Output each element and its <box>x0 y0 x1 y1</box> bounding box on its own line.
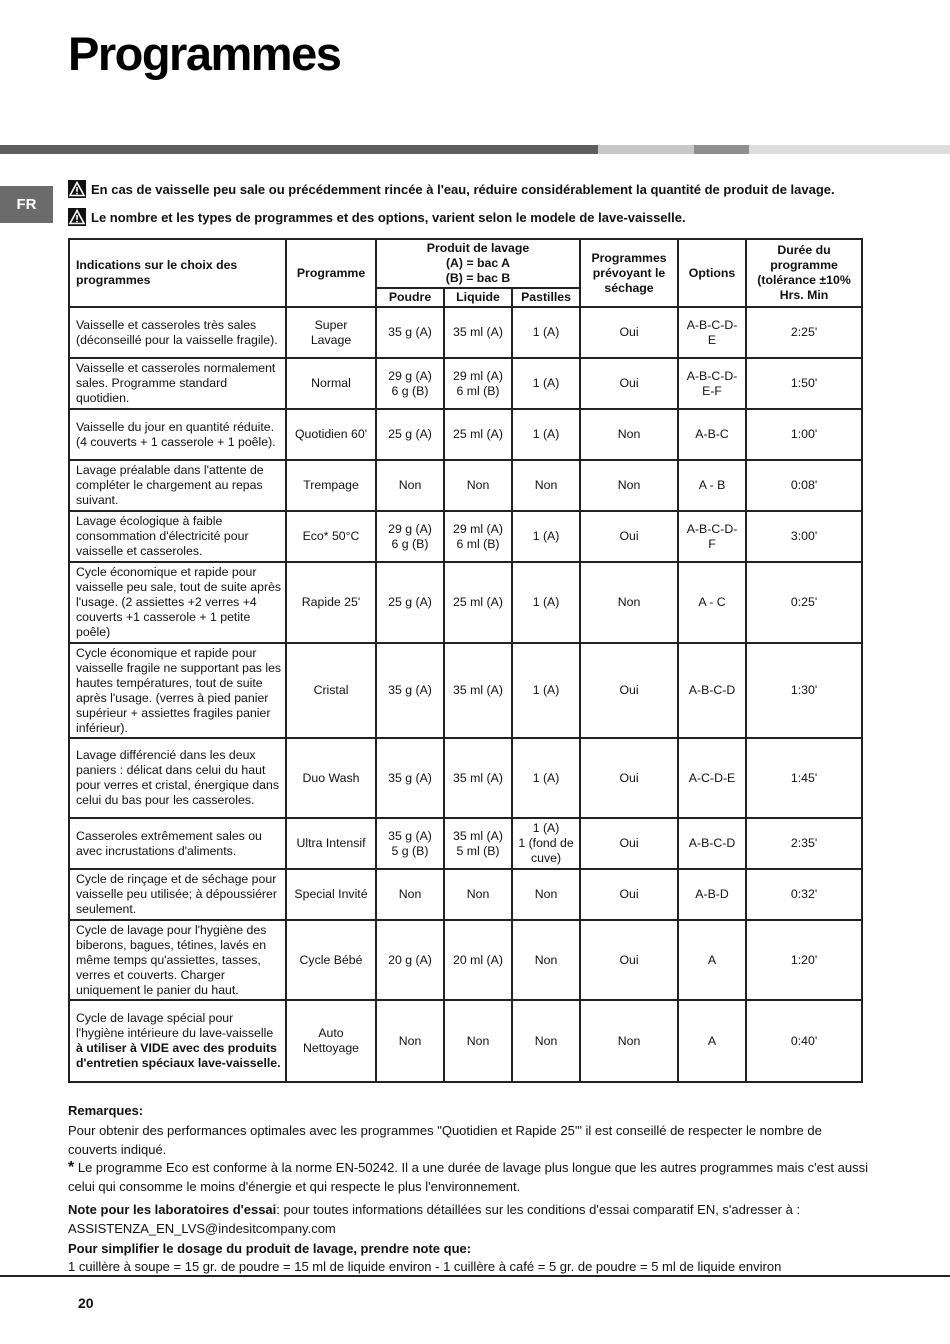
cell-options: A-B-C-D- E <box>678 307 746 358</box>
header-produit-line3: (B) = bac B <box>445 271 511 285</box>
cell-sechage: Oui <box>580 307 678 358</box>
cell-poudre: Non <box>376 460 444 511</box>
remarks-heading <box>68 1101 868 1120</box>
cell-programme: Cristal <box>286 643 376 738</box>
cell-options: A-C-D-E <box>678 738 746 818</box>
table-row <box>69 1000 862 1082</box>
cell-liquide: 29 ml (A) 6 ml (B) <box>444 358 512 409</box>
cell-liquide: Non <box>444 460 512 511</box>
cell-programme: Duo Wash <box>286 738 376 818</box>
cell-poudre: 29 g (A) 6 g (B) <box>376 358 444 409</box>
table-row <box>69 511 862 562</box>
row-description-bold: à utiliser à VIDE avec des produits d'entretien spéciaux lave-vaisselle. <box>76 1041 281 1070</box>
cell-options: A-B-D <box>678 869 746 920</box>
cell-programme: Cycle Bébé <box>286 920 376 1000</box>
cell-programme: Trempage <box>286 460 376 511</box>
row-description: Cycle de lavage pour l'hygiène des biberons, bagues, tétines, lavés en même temps qu'assiettes, tasses, verres et couverts. Charger uniquement le panier du haut. <box>69 920 286 1000</box>
cell-liquide: 35 ml (A) <box>444 738 512 818</box>
cell-programme: Eco* 50°C <box>286 511 376 562</box>
header-programme: Programme <box>286 239 376 307</box>
header-sechage: Programmes prévoyant le séchage <box>580 239 678 307</box>
language-tab: FR <box>0 186 53 223</box>
table-row <box>69 307 862 358</box>
page-number: 20 <box>78 1295 94 1311</box>
cell-liquide: 35 ml (A) <box>444 643 512 738</box>
cell-programme: Auto Nettoyage <box>286 1000 376 1082</box>
cell-duree: 0:32' <box>746 869 862 920</box>
warning-1 <box>68 180 835 198</box>
row-description: Lavage écologique à faible consommation d'électricité pour vaisselle et casseroles. <box>69 511 286 562</box>
header-band-dark <box>0 145 598 154</box>
cell-liquide: 25 ml (A) <box>444 562 512 643</box>
warning-icon <box>68 208 86 226</box>
cell-options: A <box>678 920 746 1000</box>
cell-programme: Normal <box>286 358 376 409</box>
row-description: Lavage préalable dans l'attente de compléter le chargement au repas suivant. <box>69 460 286 511</box>
row-description: Cycle de rinçage et de séchage pour vaisselle peu utilisée; à dépoussiérer seulement. <box>69 869 286 920</box>
header-produit-line1: Produit de lavage <box>426 241 530 255</box>
header-produit-line2: (A) = bac A <box>445 256 511 270</box>
page-title: Programmes <box>68 27 341 80</box>
row-description: Vaisselle et casseroles normalement sales. Programme standard quotidien. <box>69 358 286 409</box>
cell-duree: 0:40' <box>746 1000 862 1082</box>
header-pastilles: Pastilles <box>512 288 580 307</box>
cell-sechage: Oui <box>580 818 678 869</box>
cell-liquide: 20 ml (A) <box>444 920 512 1000</box>
remarks-p2-text: Le programme Eco est conforme à la norme EN-50242. Il a une durée de lavage plus longue que les autres programmes mais c'est aussi celui qui consomme le moins d'énergie et qui respecte le plus l'environnement. <box>68 1160 868 1194</box>
cell-programme: Super Lavage <box>286 307 376 358</box>
cell-pastilles: 1 (A) <box>512 307 580 358</box>
table-row <box>69 358 862 409</box>
row-description: Vaisselle et casseroles très sales (déconseillé pour la vaisselle fragile). <box>69 307 286 358</box>
cell-pastilles: 1 (A) <box>512 409 580 460</box>
cell-options: A - C <box>678 562 746 643</box>
cell-pastilles: Non <box>512 460 580 511</box>
header-indications: Indications sur le choix des programmes <box>69 239 286 307</box>
cell-programme: Special Invité <box>286 869 376 920</box>
cell-sechage: Non <box>580 460 678 511</box>
programmes-table <box>68 238 863 1083</box>
cell-poudre: 35 g (A) <box>376 643 444 738</box>
cell-pastilles: Non <box>512 869 580 920</box>
cell-poudre: 25 g (A) <box>376 562 444 643</box>
warning-2 <box>68 208 686 226</box>
remarks-heading-text: Remarques: <box>68 1103 144 1118</box>
cell-duree: 0:08' <box>746 460 862 511</box>
cell-sechage: Oui <box>580 869 678 920</box>
remarks-lab-text: : pour toutes informations détaillées sur les conditions d'essai comparatif EN, s'adresser à : ASSISTENZA_EN_LVS@indesitcompany.com <box>68 1202 801 1236</box>
cell-poudre: 35 g (A) <box>376 307 444 358</box>
header-liquide: Liquide <box>444 288 512 307</box>
cell-programme: Ultra Intensif <box>286 818 376 869</box>
cell-liquide: 35 ml (A) 5 ml (B) <box>444 818 512 869</box>
row-description: Casseroles extrêmement sales ou avec incrustations d'aliments. <box>69 818 286 869</box>
cell-sechage: Non <box>580 562 678 643</box>
header-band-mid <box>694 145 749 154</box>
cell-options: A-B-C-D <box>678 818 746 869</box>
table-row <box>69 562 862 643</box>
cell-poudre: 20 g (A) <box>376 920 444 1000</box>
cell-duree: 1:45' <box>746 738 862 818</box>
cell-duree: 1:30' <box>746 643 862 738</box>
warning-text-2: Le nombre et les types de programmes et des options, varient selon le modele de lave-vaisselle. <box>91 209 686 225</box>
asterisk: * <box>68 1159 75 1176</box>
cell-sechage: Oui <box>580 920 678 1000</box>
table-row <box>69 460 862 511</box>
footer-rule <box>0 1275 950 1277</box>
cell-sechage: Oui <box>580 358 678 409</box>
cell-poudre: 25 g (A) <box>376 409 444 460</box>
cell-pastilles: 1 (A) <box>512 358 580 409</box>
cell-programme: Quotidien 60' <box>286 409 376 460</box>
remarks-p1: Pour obtenir des performances optimales avec les programmes "Quotidien et Rapide 25'" il est conseillé de respecter le nombre de couverts indiqué. <box>68 1123 822 1157</box>
remarks-lab-bold: Note pour les laboratoires d'essai <box>68 1202 277 1217</box>
cell-options: A-B-C <box>678 409 746 460</box>
cell-duree: 1:00' <box>746 409 862 460</box>
cell-poudre: 35 g (A) <box>376 738 444 818</box>
cell-duree: 2:35' <box>746 818 862 869</box>
cell-sechage: Oui <box>580 511 678 562</box>
cell-pastilles: Non <box>512 920 580 1000</box>
remarks-lab <box>68 1200 868 1238</box>
cell-options: A - B <box>678 460 746 511</box>
cell-options: A-B-C-D- F <box>678 511 746 562</box>
header-poudre: Poudre <box>376 288 444 307</box>
row-description <box>69 1000 286 1082</box>
cell-poudre: Non <box>376 1000 444 1082</box>
header-options: Options <box>678 239 746 307</box>
cell-liquide: 29 ml (A) 6 ml (B) <box>444 511 512 562</box>
header-duree: Durée du programme (tolérance ±10% Hrs. Min <box>746 239 862 307</box>
cell-duree: 3:00' <box>746 511 862 562</box>
cell-poudre: 35 g (A) 5 g (B) <box>376 818 444 869</box>
cell-pastilles: 1 (A) <box>512 738 580 818</box>
row-description: Cycle économique et rapide pour vaisselle peu sale, tout de suite après l'usage. (2 assiettes +2 verres +4 couverts +1 casserole + 1 petite poêle) <box>69 562 286 643</box>
table-row <box>69 818 862 869</box>
warning-text-1: En cas de vaisselle peu sale ou précédemment rincée à l'eau, réduire considérablement la quantité de produit de lavage. <box>91 181 835 197</box>
row-description: Lavage différencié dans les deux paniers : délicat dans celui du haut pour verres et cristal, énergique dans celui du bas pour les casseroles. <box>69 738 286 818</box>
table-row <box>69 869 862 920</box>
remarks-dose-text: 1 cuillère à soupe = 15 gr. de poudre = 15 ml de liquide environ - 1 cuillère à café = 5 gr. de poudre = 5 ml de liquide environ <box>68 1259 782 1274</box>
cell-sechage: Non <box>580 409 678 460</box>
cell-duree: 1:50' <box>746 358 862 409</box>
cell-poudre: Non <box>376 869 444 920</box>
table-row <box>69 738 862 818</box>
cell-sechage: Non <box>580 1000 678 1082</box>
cell-poudre: 29 g (A) 6 g (B) <box>376 511 444 562</box>
remarks-dose-heading-text: Pour simplifier le dosage du produit de lavage, prendre note que: <box>68 1241 472 1256</box>
cell-duree: 0:25' <box>746 562 862 643</box>
cell-programme: Rapide 25' <box>286 562 376 643</box>
table-row <box>69 643 862 738</box>
cell-pastilles: 1 (A) <box>512 643 580 738</box>
header-band-pale <box>749 145 950 154</box>
cell-duree: 1:20' <box>746 920 862 1000</box>
cell-liquide: 35 ml (A) <box>444 307 512 358</box>
header-produit <box>376 239 580 288</box>
warning-icon <box>68 180 86 198</box>
cell-liquide: Non <box>444 869 512 920</box>
cell-pastilles: 1 (A) <box>512 511 580 562</box>
table-row <box>69 409 862 460</box>
cell-options: A-B-C-D- E-F <box>678 358 746 409</box>
table-row <box>69 920 862 1000</box>
cell-sechage: Oui <box>580 738 678 818</box>
cell-duree: 2:25' <box>746 307 862 358</box>
header-band-light <box>598 145 694 154</box>
remarks-dose-heading <box>68 1239 868 1258</box>
remarks-p2 <box>68 1158 868 1196</box>
cell-sechage: Oui <box>580 643 678 738</box>
cell-liquide: Non <box>444 1000 512 1082</box>
row-description: Vaisselle du jour en quantité réduite. (4 couverts + 1 casserole + 1 poêle). <box>69 409 286 460</box>
cell-pastilles: Non <box>512 1000 580 1082</box>
cell-pastilles: 1 (A) <box>512 562 580 643</box>
row-description: Cycle économique et rapide pour vaisselle fragile ne supportant pas les hautes températures, tout de suite après l'usage. (verres à pied panier supérieur + assiettes fragiles panier inférieur). <box>69 643 286 738</box>
cell-pastilles: 1 (A) 1 (fond de cuve) <box>512 818 580 869</box>
cell-liquide: 25 ml (A) <box>444 409 512 460</box>
row-description-text: Cycle de lavage spécial pour l'hygiène intérieure du lave-vaisselle <box>76 1011 274 1040</box>
cell-options: A-B-C-D <box>678 643 746 738</box>
cell-options: A <box>678 1000 746 1082</box>
